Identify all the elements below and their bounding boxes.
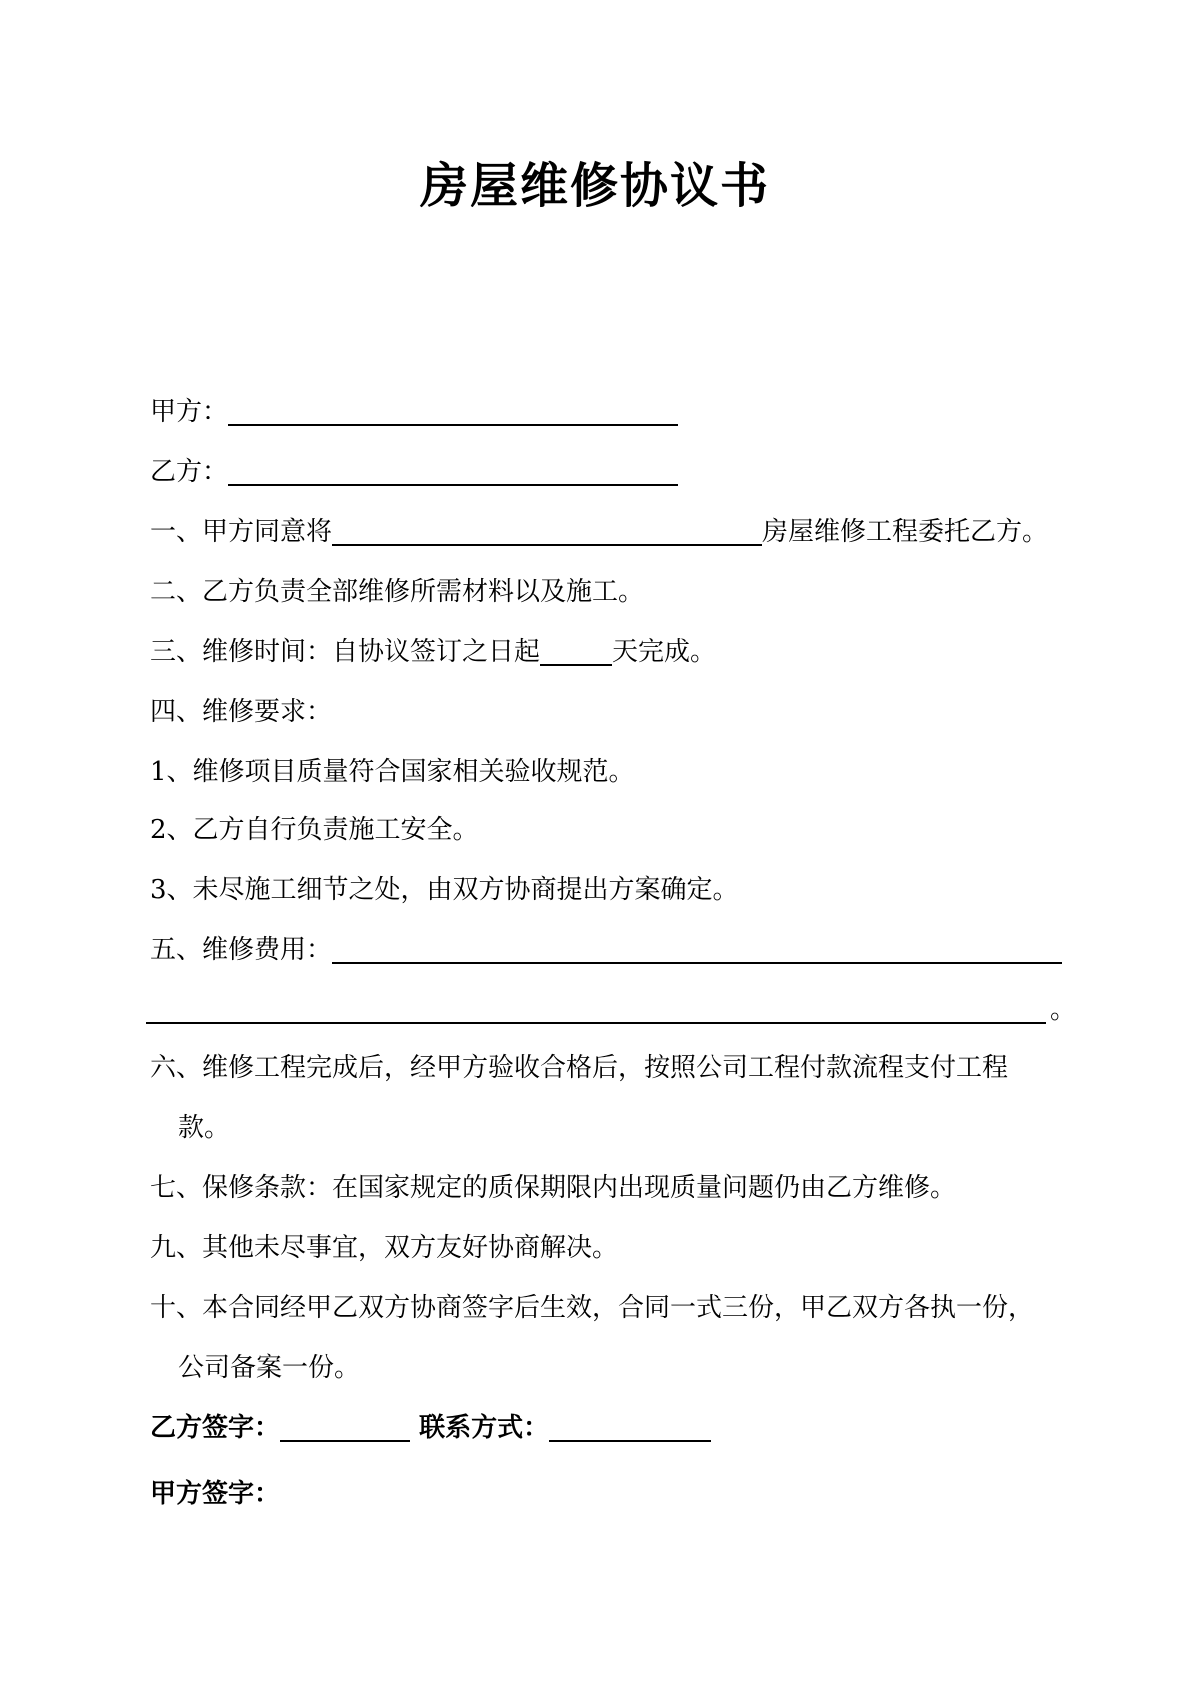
party-a-blank[interactable] bbox=[228, 394, 678, 426]
clause-6-line-1: 六、维修工程完成后，经甲方验收合格后，按照公司工程付款流程支付工程 bbox=[150, 1053, 1009, 1083]
contact-blank[interactable] bbox=[549, 1410, 711, 1442]
party-b-label: 乙方： bbox=[150, 457, 229, 487]
clause-5-label: 五、维修费用： bbox=[150, 935, 333, 965]
clause-5 bbox=[150, 930, 1062, 970]
sign-b-blank[interactable] bbox=[280, 1410, 410, 1442]
clause-10-line-1: 十、本合同经甲乙双方协商签字后生效，合同一式三份，甲乙双方各执一份， bbox=[150, 1293, 1035, 1323]
clause-1 bbox=[150, 512, 1048, 552]
clause-7: 七、保修条款：在国家规定的质保期限内出现质量问题仍由乙方维修。 bbox=[150, 1173, 957, 1203]
document-title: 房屋维修协议书 bbox=[419, 158, 770, 214]
repair-cost-blank-continued[interactable] bbox=[146, 1022, 1046, 1024]
requirement-2: 2、乙方自行负责施工安全。 bbox=[150, 815, 479, 845]
days-blank[interactable] bbox=[540, 634, 612, 666]
requirement-3: 3、未尽施工细节之处，由双方协商提出方案确定。 bbox=[150, 875, 739, 905]
clause-5-end: 。 bbox=[1050, 995, 1077, 1025]
signature-row-b bbox=[150, 1408, 711, 1448]
party-b-line bbox=[150, 452, 678, 492]
clause-9: 九、其他未尽事宜，双方友好协商解决。 bbox=[150, 1233, 619, 1263]
clause-3-prefix: 三、维修时间：自协议签订之日起 bbox=[150, 637, 541, 667]
clause-3-suffix: 天完成。 bbox=[612, 637, 717, 667]
repair-cost-blank[interactable] bbox=[332, 932, 1062, 964]
party-a-line bbox=[150, 392, 678, 432]
clause-10-line-2: 公司备案一份。 bbox=[178, 1353, 361, 1383]
sign-a-label: 甲方签字： bbox=[150, 1479, 281, 1509]
clause-6-line-2: 款。 bbox=[178, 1113, 231, 1143]
party-b-blank[interactable] bbox=[228, 454, 678, 486]
property-address-blank[interactable] bbox=[332, 514, 762, 546]
sign-b-label: 乙方签字： bbox=[150, 1413, 281, 1443]
party-a-label: 甲方： bbox=[150, 397, 229, 427]
clause-4: 四、维修要求： bbox=[150, 697, 333, 727]
clause-3 bbox=[150, 632, 716, 672]
contact-label: 联系方式： bbox=[419, 1413, 550, 1443]
clause-1-suffix: 房屋维修工程委托乙方。 bbox=[762, 517, 1049, 547]
clause-1-prefix: 一、甲方同意将 bbox=[150, 517, 333, 547]
requirement-1: 1、维修项目质量符合国家相关验收规范。 bbox=[150, 757, 635, 787]
signature-row-a bbox=[150, 1474, 280, 1514]
clause-2: 二、乙方负责全部维修所需材料以及施工。 bbox=[150, 577, 645, 607]
